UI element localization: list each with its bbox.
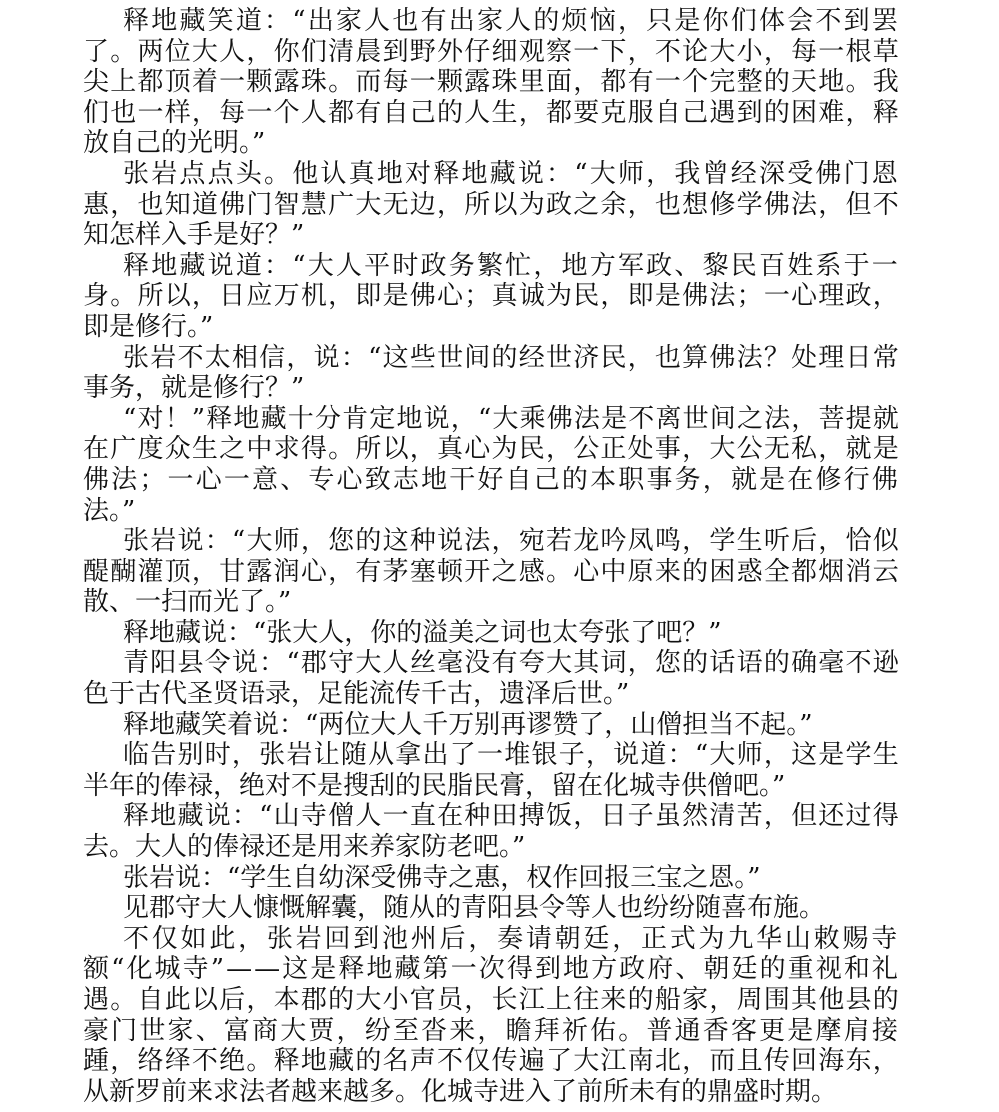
text-line: 即是修行。”	[83, 311, 214, 342]
text-line: 释地藏说道：“大人平时政务繁忙，地方军政、黎民百姓系于一	[123, 250, 901, 281]
paragraph	[83, 404, 900, 526]
text-line: 了。两位大人，你们清晨到野外仔细观察一下，不论大小，每一根草	[83, 36, 900, 67]
text-line: 放自己的光明。”	[83, 128, 266, 159]
paragraph	[83, 526, 900, 618]
text-line: 尖上都顶着一颗露珠。而每一颗露珠里面，都有一个完整的天地。我	[83, 67, 900, 98]
text-line: 知怎样入手是好？”	[83, 220, 305, 251]
text-line: 张岩不太相信，说：“这些世间的经世济民，也算佛法？处理日常	[123, 342, 900, 373]
text-line: 踵，络绎不绝。释地藏的名声不仅传遍了大江南北，而且传回海东，	[83, 1046, 900, 1077]
text-line: “对！”释地藏十分肯定地说，“大乘佛法是不离世间之法，菩提就	[123, 403, 900, 434]
paragraph	[83, 618, 900, 649]
text-line: 额“化城寺”——这是释地藏第一次得到地方政府、朝廷的重视和礼	[83, 954, 900, 985]
text-line: 佛法；一心一意、专心致志地干好自己的本职事务，就是在修行佛	[83, 464, 900, 495]
text-line: 张岩说：“大师，您的这种说法，宛若龙吟凤鸣，学生听后，恰似	[123, 526, 900, 557]
text-line: 张岩说：“学生自幼深受佛寺之惠，权作回报三宝之恩。”	[123, 862, 761, 893]
paragraph	[83, 159, 900, 251]
paragraph	[83, 251, 900, 343]
text-line: 遇。自此以后，本郡的大小官员，长江上往来的船家，周围其他县的	[83, 985, 900, 1015]
paragraph	[83, 893, 900, 924]
text-line: 不仅如此，张岩回到池州后，奏请朝廷，正式为九华山敕赐寺	[123, 923, 900, 954]
text-line: 青阳县令说：“郡守大人丝毫没有夸大其词，您的话语的确毫不逊	[123, 648, 900, 679]
text-line: 散、一扫而光了。”	[83, 587, 292, 618]
text-line: 色于古代圣贤语录，足能流传千古，遗泽后世。”	[83, 679, 630, 710]
text-line: 醍醐灌顶，甘露润心，有茅塞顿开之感。心中原来的困惑全都烟消云	[83, 556, 900, 587]
paragraph	[83, 801, 900, 862]
paragraph	[83, 648, 900, 709]
text-line: 张岩点点头。他认真地对释地藏说：“大师，我曾经深受佛门恩	[123, 158, 901, 189]
paragraph	[83, 710, 900, 741]
paragraph	[83, 863, 900, 894]
text-line: 在广度众生之中求得。所以，真心为民，公正处事，大公无私，就是	[83, 434, 900, 465]
text-line: 们也一样，每一个人都有自己的人生，都要克服自己遇到的困难，释	[83, 97, 900, 128]
text-line: 从新罗前来求法者越来越多。化城寺进入了前所未有的鼎盛时期。	[83, 1076, 838, 1107]
text-line: 豪门世家、富商大贾，纷至沓来，瞻拜祈佑。普通香客更是摩肩接	[83, 1015, 900, 1046]
text-line: 事务，就是修行？”	[83, 373, 305, 404]
text-line: 身。所以，日应万机，即是佛心；真诚为民，即是佛法；一心理政，	[83, 281, 900, 312]
text-line: 半年的俸禄，绝对不是搜刮的民脂民膏，留在化城寺供僧吧。”	[83, 770, 786, 801]
text-line: 释地藏说：“山寺僧人一直在种田搏饭，日子虽然清苦，但还过得	[123, 801, 900, 832]
document-body	[83, 6, 900, 1107]
text-line: 惠，也知道佛门智慧广大无边，所以为政之余，也想修学佛法，但不	[83, 189, 900, 220]
text-line: 释地藏说：“张大人，你的溢美之词也太夸张了吧？”	[123, 617, 722, 648]
text-line: 释地藏笑道：“出家人也有出家人的烦恼，只是你们体会不到罢	[123, 6, 901, 36]
text-line: 去。大人的俸禄还是用来养家防老吧。”	[83, 832, 526, 863]
text-line: 释地藏笑着说：“两位大人千万别再谬赞了，山僧担当不起。”	[123, 709, 813, 740]
paragraph	[83, 740, 900, 801]
paragraph	[83, 6, 900, 159]
text-line: 法。”	[83, 495, 136, 526]
text-line: 见郡守大人慷慨解囊，随从的青阳县令等人也纷纷随喜布施。	[123, 893, 826, 924]
paragraph	[83, 343, 900, 404]
paragraph	[83, 924, 900, 1108]
text-line: 临告别时，张岩让随从拿出了一堆银子，说道：“大师，这是学生	[123, 740, 900, 771]
